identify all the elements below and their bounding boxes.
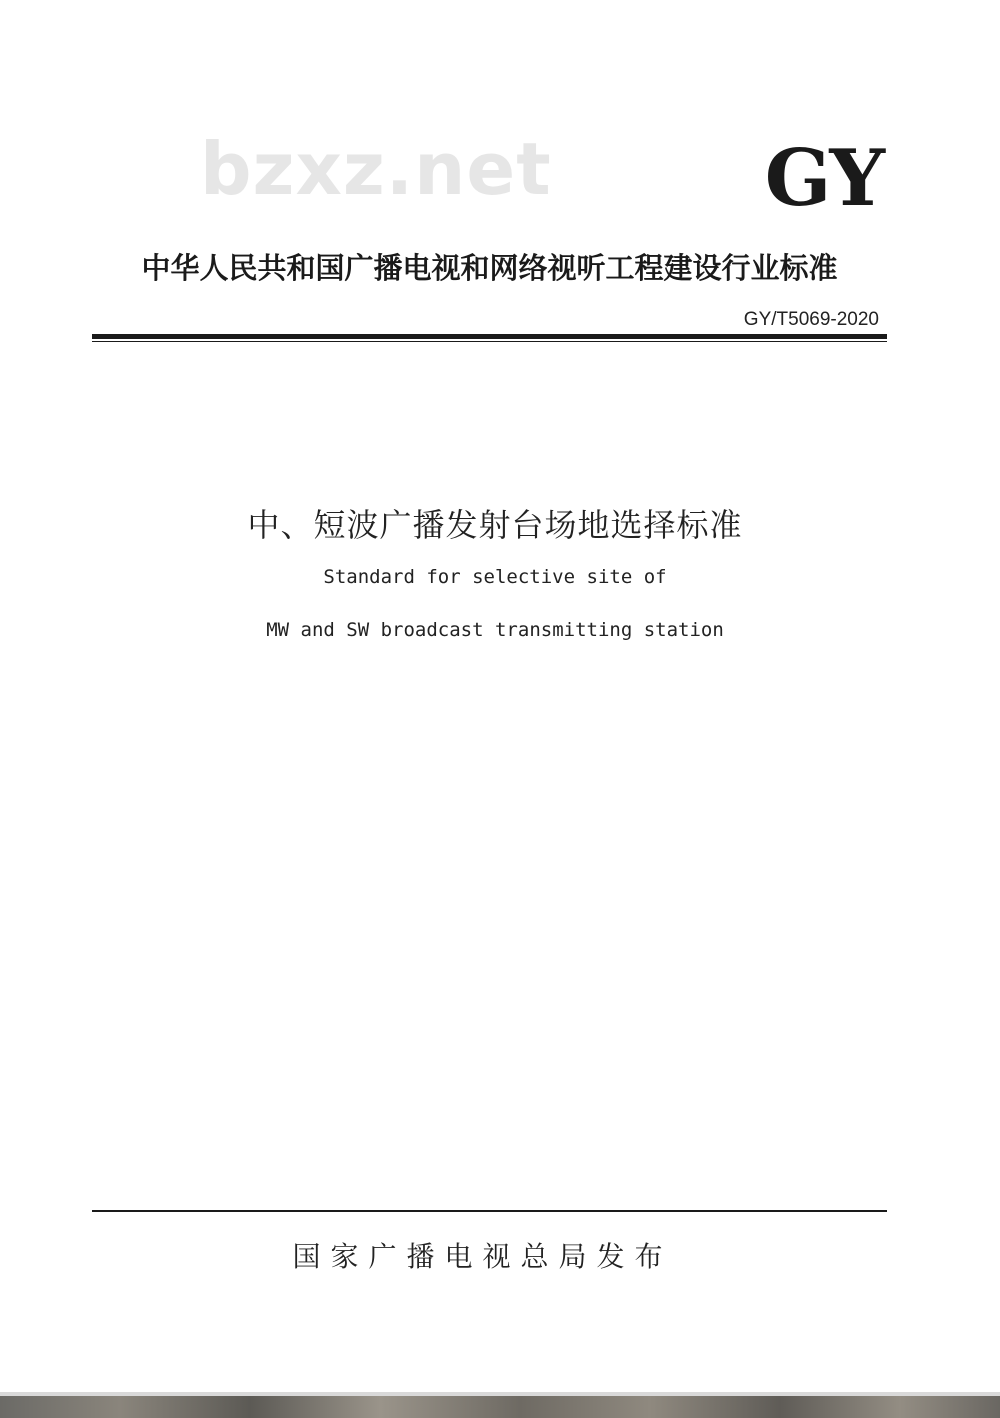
document-title-chinese: 中、短波广播发射台场地选择标准 <box>247 506 743 544</box>
header-rule-thick <box>92 334 887 339</box>
standard-code: GY/T5069-2020 <box>743 309 879 330</box>
standard-category-title: 中华人民共和国广播电视和网络视听工程建设行业标准 <box>141 251 838 285</box>
document-title-english-line1: Standard for selective site of <box>323 566 667 588</box>
footer-rule <box>92 1210 887 1212</box>
document-title-english-line2: MW and SW broadcast transmitting station <box>266 619 724 641</box>
gy-logo: GY <box>764 133 883 224</box>
watermark-text: bzxz.net <box>200 127 552 211</box>
publisher-name: 国家广播电视总局发布 <box>292 1240 673 1273</box>
header-rule-thin <box>92 341 887 342</box>
background-surface <box>0 1396 1000 1418</box>
